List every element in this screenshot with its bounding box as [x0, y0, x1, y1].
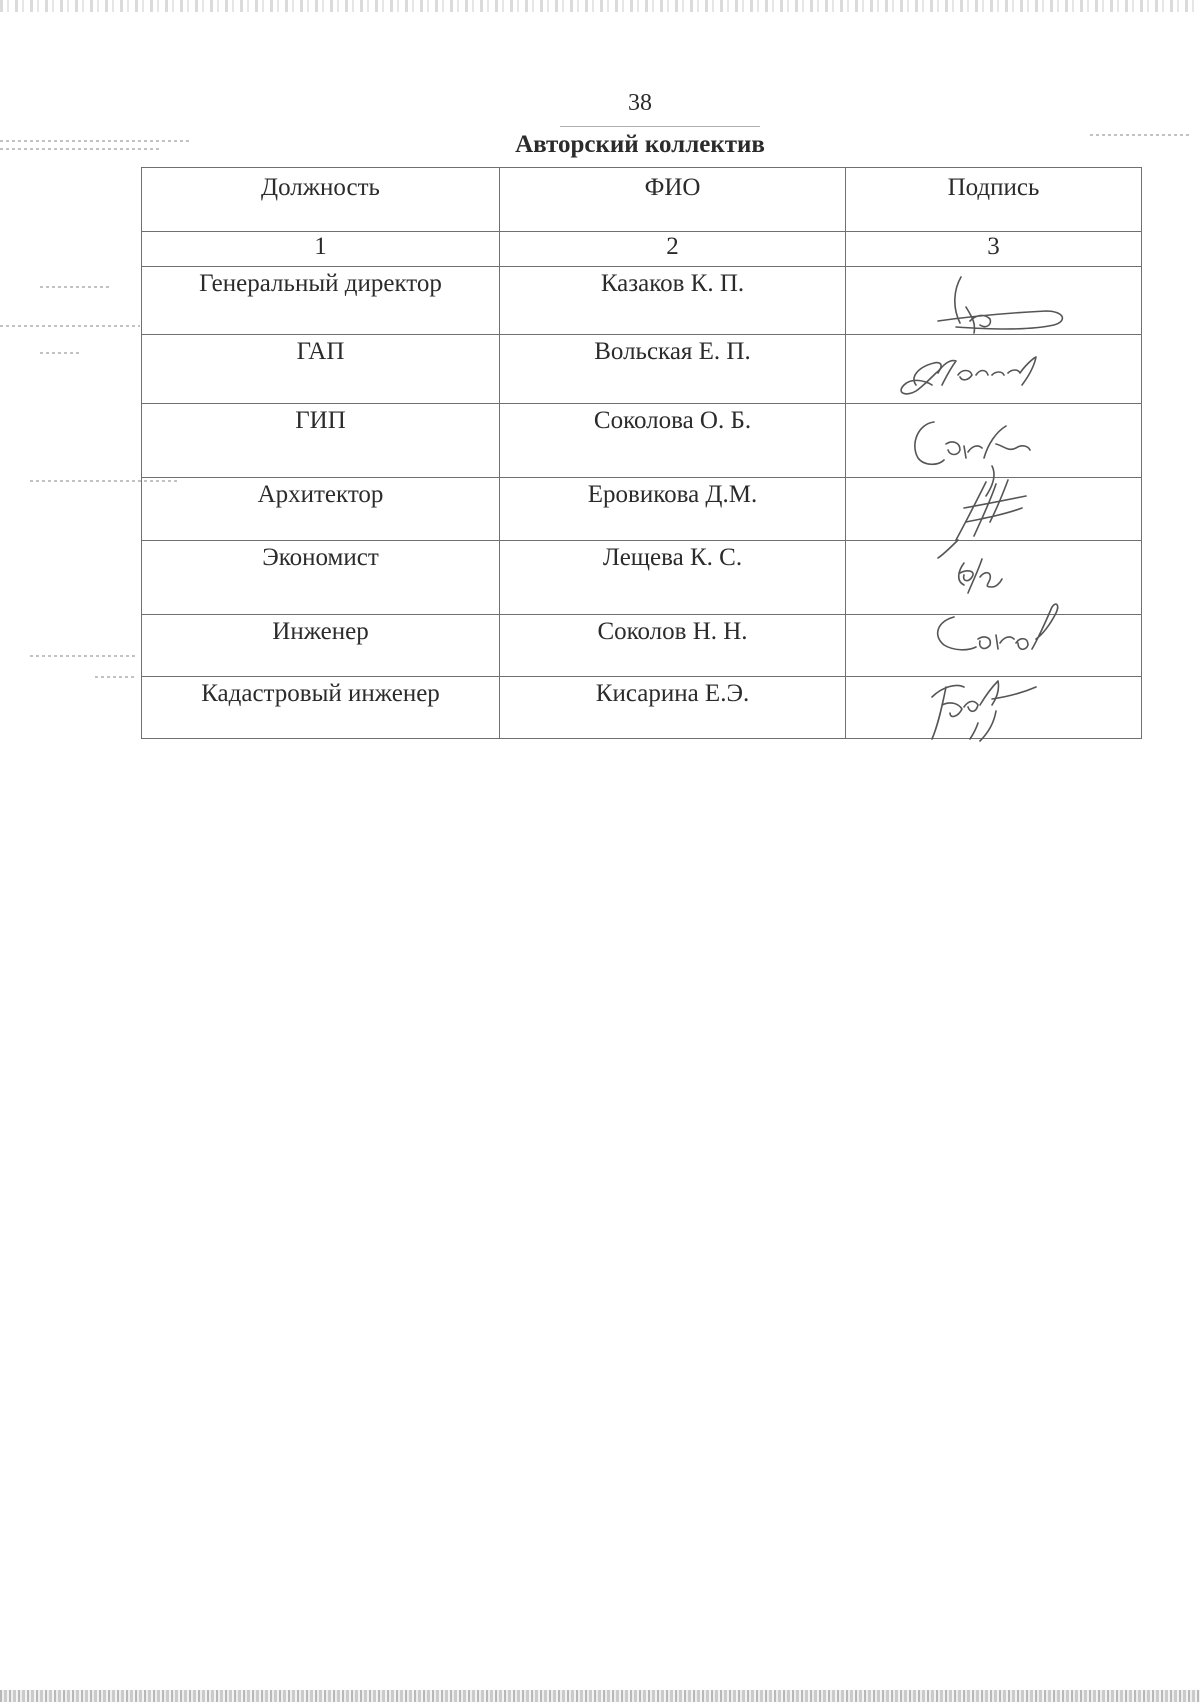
table-header-row: [142, 168, 1142, 232]
table-row: [142, 615, 1142, 677]
name-cell: Соколов Н. Н.: [500, 615, 846, 677]
position-cell: Архитектор: [142, 478, 500, 541]
name-cell: Еровикова Д.М.: [500, 478, 846, 541]
position-cell: Генеральный директор: [142, 267, 500, 335]
position-cell: ГАП: [142, 335, 500, 404]
name-cell: Вольская Е. П.: [500, 335, 846, 404]
scan-artifact-top: [0, 0, 1200, 12]
column-number: 1: [142, 232, 500, 267]
authors-table: [141, 167, 1142, 739]
signature-cell: [846, 478, 1142, 541]
position-cell: Экономист: [142, 541, 500, 615]
name-cell: Соколова О. Б.: [500, 404, 846, 478]
table-row: [142, 677, 1142, 739]
page-number: 38: [628, 90, 652, 116]
header-position: Должность: [142, 168, 500, 232]
handwritten-signature: [846, 404, 1142, 484]
name-cell: Кисарина Е.Э.: [500, 677, 846, 739]
name-cell: Лещева К. С.: [500, 541, 846, 615]
signature-cell: [846, 404, 1142, 478]
name-cell: Казаков К. П.: [500, 267, 846, 335]
scan-noise: [40, 286, 110, 288]
signature-cell: [846, 677, 1142, 739]
handwritten-signature: [846, 677, 1142, 757]
scan-noise: [40, 352, 80, 354]
handwritten-signature: [846, 541, 1142, 621]
table-row: [142, 404, 1142, 478]
signature-cell: [846, 267, 1142, 335]
column-number-row: [142, 232, 1142, 267]
signature-cell: [846, 541, 1142, 615]
scan-noise: [95, 676, 135, 678]
table-row: [142, 478, 1142, 541]
scan-noise: [30, 655, 135, 657]
position-cell: Кадастровый инженер: [142, 677, 500, 739]
signature-cell: [846, 335, 1142, 404]
scan-noise: [1090, 134, 1190, 136]
column-number: 2: [500, 232, 846, 267]
table-row: [142, 335, 1142, 404]
header-signature: Подпись: [846, 168, 1142, 232]
scan-artifact-bottom: [0, 1690, 1200, 1702]
table-row: [142, 267, 1142, 335]
scan-noise: [0, 148, 160, 150]
scan-noise: [0, 140, 190, 142]
position-cell: Инженер: [142, 615, 500, 677]
document-title: Авторский коллектив: [515, 131, 765, 158]
signature-cell: [846, 615, 1142, 677]
table-row: [142, 541, 1142, 615]
scan-noise: [0, 325, 140, 327]
position-cell: ГИП: [142, 404, 500, 478]
column-number: 3: [846, 232, 1142, 267]
title-rule: [560, 126, 760, 127]
header-name: ФИО: [500, 168, 846, 232]
